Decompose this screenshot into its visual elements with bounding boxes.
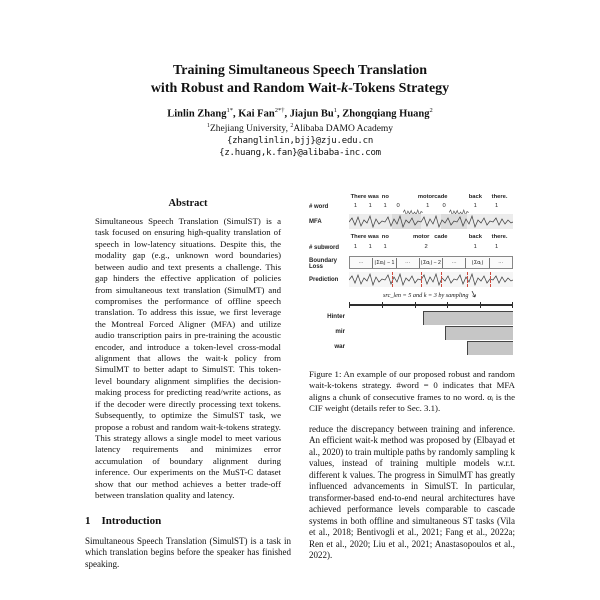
affil-2: Alibaba DAMO Academy (293, 124, 394, 135)
predicted-boundary-line (421, 272, 422, 287)
subword-count: 1 (494, 244, 499, 250)
word-count-zero: 0 (442, 203, 446, 209)
boundary-cell: ⋯ (498, 259, 504, 266)
word-count-row (349, 203, 513, 212)
title-line1: Training Simultaneous Speech Translation (173, 63, 427, 78)
predicted-boundary-line (490, 272, 491, 287)
author-1: Linlin Zhang (167, 108, 227, 120)
boundary-cell: ⋯ (443, 258, 466, 268)
word-count: 1 (383, 203, 387, 209)
word-count-zero: 0 (396, 203, 400, 209)
subword-count: 1 (473, 244, 477, 250)
mfa-label: MFA (309, 219, 322, 225)
author-3-affmark: 1 (333, 107, 337, 115)
subword-label: back (468, 234, 482, 240)
word-label: There was (350, 194, 379, 200)
author-4-affmark: 2 (429, 107, 433, 115)
word-label: no (381, 194, 389, 200)
subword-label: motor (412, 234, 430, 240)
paper-title (0, 62, 600, 98)
axis-tick (447, 302, 448, 308)
audio-waveform-icon (349, 272, 513, 287)
axis-tick (480, 302, 481, 308)
figure-caption: Figure 1: An example of our proposed robust and random wait-k-tokens strategy. #word = 0 indicates that MFA aligns a chunk of consecutive frames to no word. αᵢ is the CIF weight (details refer to Sec. 3.1). (309, 369, 515, 414)
predicted-boundary-line (467, 272, 468, 287)
boundary-loss-row (349, 256, 513, 269)
section-heading-introduction (85, 515, 291, 527)
word-count: 1 (473, 203, 477, 209)
author-2: , Kai Fan (232, 108, 275, 120)
subword-count-row (349, 244, 513, 253)
word-count: 1 (353, 203, 358, 209)
left-column (85, 198, 291, 598)
title-line2-post: -Tokens Strategy (348, 81, 450, 97)
target-word-label: mir (335, 328, 345, 335)
target-word-label: Hinter (327, 313, 345, 320)
affiliation-line (0, 123, 600, 134)
arrow-down-icon (470, 291, 479, 299)
subword-label: there. (491, 234, 508, 240)
author-2-affmark: 2*† (274, 107, 285, 115)
title-block (0, 62, 600, 158)
boundary-cell: ⋯ (397, 258, 420, 268)
word-count-row-label: # word (309, 204, 329, 210)
email-line-2: {z.huang,k.fan}@alibaba-inc.com (219, 148, 381, 159)
word-count: 1 (426, 203, 430, 209)
wait-k-step-bar (423, 311, 513, 325)
figure-1 (309, 192, 515, 360)
author-line (0, 107, 600, 120)
prediction-label: Prediction (309, 277, 339, 283)
wait-k-step-bar (467, 341, 513, 355)
title-line2-pre: with Robust and Random Wait- (150, 81, 342, 97)
subword-count: 1 (368, 244, 372, 250)
axis-tick (349, 302, 350, 308)
boundary-cell: ⋯ (350, 258, 373, 268)
section-title: Introduction (101, 514, 162, 527)
boundary-cell: ⌊Σαᵢ⌋ − 2 (420, 258, 443, 268)
mfa-waveform-strip (349, 214, 513, 229)
audio-waveform-icon (349, 214, 513, 229)
word-count: 1 (494, 203, 499, 209)
subword-count: 1 (383, 244, 387, 250)
wait-k-step-bar (445, 326, 513, 340)
section-number: 1 (85, 514, 91, 527)
source-timeline-axis (349, 304, 513, 306)
email-line-1: {zhanglinlin,bjj}@zju.edu.cn (226, 136, 374, 147)
word-label: back (468, 194, 482, 200)
author-4: , Zhongqiang Huang (337, 108, 430, 120)
figure-words-top-row (349, 194, 513, 201)
affil-1-mark: 1 (206, 122, 210, 129)
waveform-chunk-icon (403, 203, 423, 210)
axis-tick (415, 302, 416, 308)
affil-1: Zhejiang University, (209, 124, 291, 135)
boundary-loss-label: Boundary Loss (309, 258, 338, 270)
subword-count: 2 (424, 244, 428, 250)
boundary-cell: ⌊Σαᵢ⌋ − 1 (373, 258, 396, 268)
abstract-text: Simultaneous Speech Translation (SimulST) is a task focused on ensuring high-quality translation of speech in low-latency situations. Despite this, the modality gap (e.g., unknown word boundaries) between audio and text presents a challenge. This gap hinders the effective application of policies from simultaneous text translation (SimulMT) and compromises the performance of offline speech translation. To address this issue, we first leverage the Montreal Forced Aligner (MFA) and utilize audio transcription pairs in pre-training the acoustic encoder, and introduce a token-level cross-modal alignment that allows the wait-k policy from SimulMT to better adapt to SimulST. This token-level boundary alignment simplifies the decision-making process for predicting read/write actions, as if the decoder were directly processing text tokens. Subsequently, to optimize the SimulST task, we propose a robust and random wait-k-tokens strategy. This strategy allows a single model to meet various latency requirements and minimizes error accumulation of boundary alignment during inference. Our experiments on the MuST-C dataset show that our method achieves a better trade-off between translation quality and latency. (95, 216, 281, 501)
axis-tick (382, 302, 383, 308)
prediction-waveform-strip (349, 272, 513, 287)
sampling-note-text: src_len = 5 and k = 3 by sampling (382, 292, 469, 299)
word-count: 1 (368, 203, 372, 209)
right-column (309, 192, 515, 600)
title-k-italic: k (341, 81, 349, 97)
predicted-boundary-line (441, 272, 442, 287)
author-3: , Jiajun Bu (284, 108, 334, 120)
word-label: there. (491, 194, 508, 200)
subword-count-row-label: # subword (309, 245, 340, 251)
intro-text: Simultaneous Speech Translation (SimulST) is a task in which translation begins before the speaker has finished speaking. (85, 535, 291, 569)
word-label: motorcade (417, 194, 448, 200)
boundary-cell: ⌊Σαᵢ⌋ (466, 258, 489, 268)
affil-2-mark: 2 (290, 122, 294, 129)
figure-words-mid-row (349, 234, 513, 241)
axis-tick (512, 302, 513, 308)
subword-count: 1 (353, 244, 358, 250)
right-column-text: reduce the discrepancy between training and inference. An efficient wait-k method was proposed by (Elbayad et al., 2020) to train multiple paths by randomly sampling k values, instead of training multiple models w.r.t. different k values. The progress in SimulMT has greatly influenced advancements in SimulST. In particular, transformer-based end-to-end neural architectures have achieved performance levels comparable to cascade systems in both offline and simultaneous ST tasks (Vila et al., 2018; Bentivogli et al., 2021; Fang et al., 2022a; Ren et al., 2020; Liu et al., 2021; Anastasopoulos et al., 2022). (309, 423, 515, 561)
subword-label: cade (434, 234, 448, 240)
subword-label: no (381, 234, 389, 240)
abstract-heading: Abstract (168, 198, 208, 209)
predicted-boundary-line (392, 272, 393, 287)
author-1-affmark: 1* (226, 107, 233, 115)
waveform-chunk-icon (449, 203, 469, 210)
sampling-note (349, 291, 513, 299)
target-word-label: war (334, 343, 345, 350)
subword-label: There was (350, 234, 379, 240)
